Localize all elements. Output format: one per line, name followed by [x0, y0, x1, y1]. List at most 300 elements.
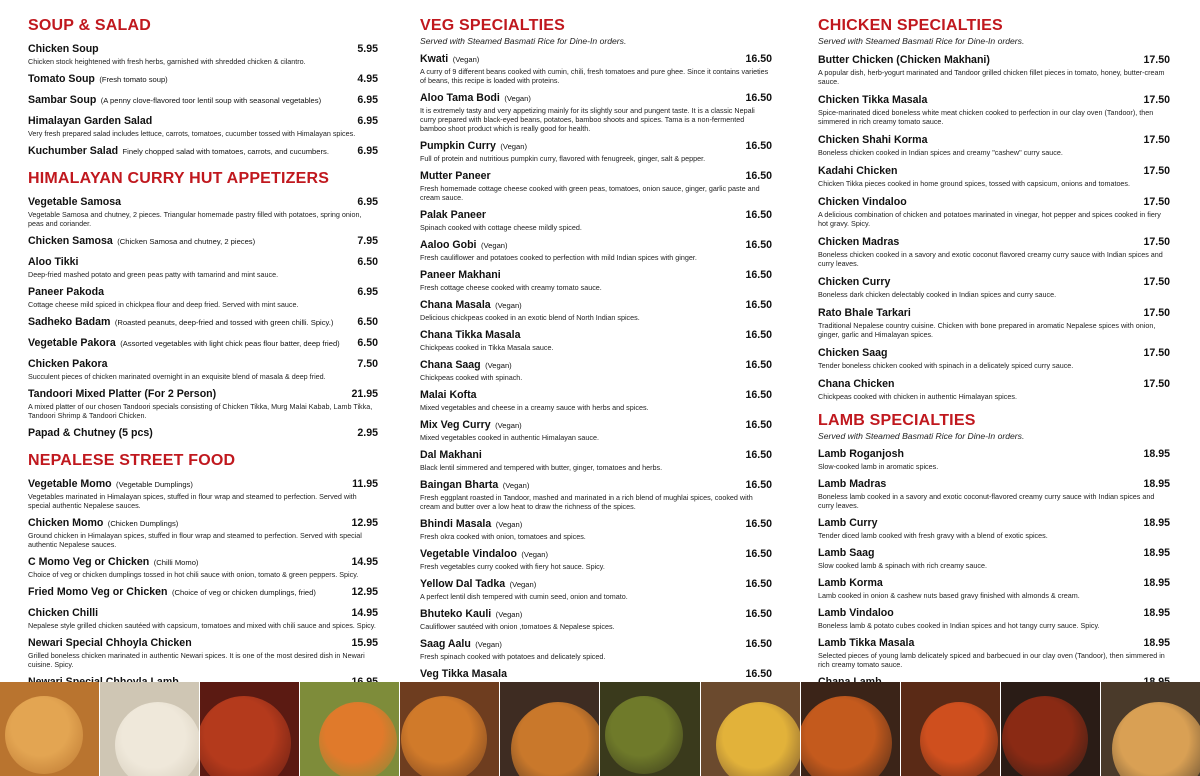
menu-item-name: Yellow Dal Tadka [420, 578, 506, 590]
menu-item-row [818, 303, 1170, 321]
menu-item-name: Aaloo Gobi [420, 239, 477, 251]
menu-item-price: 16.50 [745, 668, 772, 680]
menu-item-note: (Choice of veg or chicken dumplings, fried) [171, 588, 316, 597]
menu-item-name: Lamb Korma [818, 577, 883, 589]
menu-item-price: 16.50 [745, 299, 772, 311]
menu-item-heading [28, 111, 152, 129]
menu-item-price: 16.50 [745, 449, 772, 461]
menu-item-description: Fresh okra cooked with onion, tomatoes and spices. [420, 532, 586, 541]
menu-item [28, 333, 378, 351]
menu-item-name: Palak Paneer [420, 209, 486, 221]
menu-item-name: Chicken Vindaloo [818, 196, 907, 208]
menu-item-price: 17.50 [1143, 307, 1170, 319]
menu-item-name: Tandoori Mixed Platter (For 2 Person) [28, 388, 217, 400]
menu-item-row [28, 90, 378, 108]
menu-item-description: Boneless lamb cooked in a savory and exotic coconut-flavored creamy curry sauce with Indian spices and curry leaves. [818, 492, 1155, 510]
menu-item-price: 16.50 [745, 209, 772, 221]
menu-item [28, 384, 378, 420]
menu-item-price: 16.50 [745, 518, 772, 530]
menu-item [28, 141, 378, 159]
menu-item-row [420, 88, 772, 106]
menu-item-row [28, 354, 378, 372]
menu-item-name: Chicken Chilli [28, 607, 99, 619]
menu-item-row [818, 444, 1170, 462]
menu-item-row [420, 574, 772, 592]
menu-item-row [420, 166, 772, 184]
menu-item [28, 312, 378, 330]
menu-item-price: 16.50 [745, 140, 772, 152]
menu-item-heading [420, 136, 527, 154]
dish-plate [1002, 696, 1088, 776]
menu-item [28, 69, 378, 87]
menu-item-heading [28, 354, 108, 372]
menu-item [28, 231, 378, 249]
menu-item-heading [818, 573, 883, 591]
menu-item-note: (Vegan) [495, 421, 522, 430]
menu-item-price: 7.50 [357, 358, 378, 370]
menu-item-note: (Vegan) [521, 550, 549, 559]
menu-item-price: 17.50 [1143, 134, 1170, 146]
menu-item-price: 16.50 [745, 638, 772, 650]
menu-item-price: 6.50 [357, 316, 378, 328]
menu-item-name: Vegetable Samosa [28, 196, 122, 208]
menu-item-price: 18.95 [1143, 607, 1170, 619]
dish-plate [401, 696, 487, 776]
menu-item [28, 474, 378, 510]
menu-item-price: 16.50 [745, 53, 772, 65]
menu-item-description: Cauliflower sautéed with onion ,tomatoes & Nepalese spices. [420, 622, 615, 631]
menu-item-heading [420, 325, 521, 343]
menu-item-name: Aloo Tikki [28, 256, 79, 268]
menu-item-row [420, 136, 772, 154]
menu-item [28, 633, 378, 669]
menu-item-name: C Momo Veg or Chicken [28, 556, 150, 568]
menu-item-description: Deep-fried mashed potato and green peas patty with tamarind and mint sauce. [28, 270, 279, 279]
menu-item-row [420, 544, 772, 562]
section-title: SOUP & SALAD [28, 17, 152, 34]
menu-item-price: 12.95 [351, 517, 378, 529]
menu-item-heading [28, 633, 192, 651]
menu-item-description: Spice-marinated diced boneless white meat chicken cooked to perfection in our clay oven (Tandoor), then simmered in rich creamy tomato sauce. [818, 108, 1154, 126]
menu-item-name: Chicken Soup [28, 43, 99, 55]
menu-item-heading [420, 475, 529, 493]
menu-item-heading [420, 514, 522, 532]
menu-item-row [818, 603, 1170, 621]
menu-item-description: Traditional Nepalese country cuisine. Chicken with bone prepared in aromatic Nepalese spices with onion, ginger, garlic and Himalayan spices. [818, 321, 1156, 339]
menu-item-description: Fresh homemade cottage cheese cooked with green peas, tomatoes, onion sauce, ginger, garlic paste and cream sauce. [420, 184, 760, 202]
menu-item-description: A popular dish, herb-yogurt marinated and Tandoor grilled chicken fillet pieces in tomato, honey, butter-cream sauce. [818, 68, 1165, 86]
menu-item-name: Lamb Curry [818, 517, 878, 529]
menu-item-heading [818, 543, 875, 561]
menu-item-heading [818, 130, 928, 148]
item-list [420, 49, 772, 721]
menu-item-price: 16.50 [745, 608, 772, 620]
menu-item-price: 17.50 [1143, 94, 1170, 106]
menu-item-price: 6.95 [357, 115, 378, 127]
menu-item-note: (Vegan) [502, 481, 530, 490]
menu-item-row [420, 355, 772, 373]
menu-item-heading [28, 603, 98, 621]
menu-item [420, 385, 772, 412]
menu-item [28, 552, 378, 579]
menu-item [818, 513, 1170, 540]
menu-item-row [28, 552, 378, 570]
menu-item-name: Vegetable Pakora [28, 337, 116, 349]
menu-item-name: Lamb Roganjosh [818, 448, 904, 460]
menu-item [28, 603, 378, 630]
menu-item-price: 6.95 [357, 196, 378, 208]
menu-item-row [28, 513, 378, 531]
menu-item-description: Full of protein and nutritious pumpkin curry, flavored with fenugreek, ginger, salt & pepper. [420, 154, 706, 163]
menu-item-description: A mixed platter of our chosen Tandoori specials consisting of Chicken Tikka, Murg Malai Kabab, Lamb Tikka, Tandoori Shrimp & Tandoori Chicken. [28, 402, 373, 420]
menu-column-1 [28, 16, 378, 720]
menu-item-name: Baingan Bharta [420, 479, 499, 491]
dish-plate [800, 696, 892, 776]
menu-item [420, 544, 772, 571]
menu-item-row [420, 325, 772, 343]
menu-item-description: A curry of 9 different beans cooked with cumin, chili, fresh tomatoes and pure ghee. Since it contains varieties of beans, this recipe is loaded with proteins. [420, 67, 769, 85]
food-photo-samosa [0, 682, 99, 776]
menu-item-name: Newari Special Chhoyla Chicken [28, 637, 192, 649]
menu-item-row [28, 582, 378, 600]
menu-item-price: 16.50 [745, 389, 772, 401]
menu-item-heading [818, 343, 887, 361]
menu-item-name: Vegetable Momo [28, 478, 112, 490]
menu-item-description: A delicious combination of chicken and potatoes marinated in vinegar, hot pepper and spices cooked in fiery hot gravy. Spicy. [818, 210, 1161, 228]
food-photo-salad [299, 682, 399, 776]
dish-plate [1112, 702, 1200, 776]
menu-item-heading [420, 604, 522, 622]
menu-item [420, 415, 772, 442]
menu-item [28, 282, 378, 309]
section-street-food [28, 451, 378, 720]
menu-item-name: Chicken Momo [28, 517, 104, 529]
menu-item [420, 265, 772, 292]
menu-item-row [28, 633, 378, 651]
item-list [28, 192, 378, 441]
menu-item-name: Lamb Madras [818, 478, 887, 490]
menu-item-description: Very fresh prepared salad includes lettuce, carrots, tomatoes, cucumber tossed with Himalayan spices. [28, 129, 356, 138]
menu-item-row [818, 161, 1170, 179]
menu-item-row [420, 604, 772, 622]
menu-item-row [28, 111, 378, 129]
menu-item-heading [28, 513, 178, 531]
menu-item-description: Chicken Tikka pieces cooked in home ground spices, tossed with capsicum, onions and tomatoes. [818, 179, 1131, 188]
dish-plate [511, 702, 599, 776]
menu-item-name: Chicken Saag [818, 347, 888, 359]
menu-item-row [818, 232, 1170, 250]
menu-item-heading [28, 312, 333, 330]
dish-plate [319, 702, 397, 776]
menu-item-heading [28, 423, 153, 441]
menu-item [818, 543, 1170, 570]
menu-item-heading [28, 69, 168, 87]
menu-item-row [420, 265, 772, 283]
food-photo-strip [0, 682, 1200, 776]
menu-item-heading [818, 50, 990, 68]
menu-item-row [420, 514, 772, 532]
menu-item-price: 6.95 [357, 145, 378, 157]
menu-item-row [818, 272, 1170, 290]
menu-item-name: Chicken Curry [818, 276, 891, 288]
menu-item-price: 16.50 [745, 578, 772, 590]
menu-item-price: 17.50 [1143, 196, 1170, 208]
menu-item-price: 11.95 [352, 478, 378, 490]
menu-item-note: (Vegan) [504, 94, 531, 103]
menu-item [420, 574, 772, 601]
menu-item-name: Papad & Chutney (5 pcs) [28, 427, 153, 439]
food-photo-lamb-curry [1000, 682, 1100, 776]
menu-item-heading [818, 444, 904, 462]
menu-item-description: Slow-cooked lamb in aromatic spices. [818, 462, 939, 471]
menu-item [420, 295, 772, 322]
menu-item [28, 252, 378, 279]
menu-item-description: Nepalese style grilled chicken sautéed with capsicum, tomatoes and mixed with chili sauce and spices. Spicy. [28, 621, 376, 630]
menu-item-heading [818, 90, 927, 108]
menu-item-heading [28, 384, 216, 402]
menu-item-heading [420, 415, 522, 433]
menu-item-note: (Vegan) [500, 142, 527, 151]
menu-item-heading [420, 265, 501, 283]
menu-item-note: (Vegan) [480, 241, 508, 250]
menu-item [818, 161, 1170, 188]
menu-item-price: 18.95 [1143, 478, 1170, 490]
menu-item-row [818, 374, 1170, 392]
menu-item-price: 18.95 [1143, 547, 1170, 559]
menu-item-note: Finely chopped salad with tomatoes, carrots, and cucumbers. [122, 147, 329, 156]
menu-item-name: Mutter Paneer [420, 170, 491, 182]
menu-item-row [818, 90, 1170, 108]
menu-item-name: Chicken Pakora [28, 358, 108, 370]
menu-item-description: Chickpeas cooked in Tikka Masala sauce. [420, 343, 554, 352]
menu-item-price: 6.50 [357, 337, 378, 349]
menu-item-name: Sadheko Badam [28, 316, 111, 328]
menu-item-heading [28, 333, 340, 351]
menu-item-name: Lamb Tikka Masala [818, 637, 915, 649]
menu-item-row [28, 282, 378, 300]
menu-item-heading [420, 205, 486, 223]
section-chicken [818, 16, 1170, 401]
menu-item-row [420, 664, 772, 682]
menu-item-row [420, 235, 772, 253]
menu-item-description: It is extremely tasty and very appetizing mainly for its slightly sour and pungent taste. It is a classic Nepali curry prepared with black-eyed beans, potatoes, bamboo shoots and spices. Tama is a non-fermented bamboo shoot product which is really good for health. [420, 106, 755, 133]
menu-item [420, 445, 772, 472]
menu-item-name: Chana Masala [420, 299, 491, 311]
menu-item-row [28, 312, 378, 330]
menu-item-heading [28, 39, 99, 57]
menu-item-price: 18.95 [1143, 448, 1170, 460]
menu-item-description: Selected pieces of young lamb delicately spiced and barbecued in our clay oven (Tandoor), then simmered in rich creamy tomato sauce. [818, 651, 1165, 669]
menu-item-price: 6.95 [357, 94, 378, 106]
menu-item-price: 16.50 [745, 359, 772, 371]
menu-item [28, 582, 378, 600]
menu-item-row [818, 474, 1170, 492]
menu-item-heading [818, 374, 895, 392]
menu-item-note: (Chicken Dumplings) [107, 519, 179, 528]
menu-item-note: (Assorted vegetables with light chick peas flour batter, deep fried) [120, 339, 340, 348]
menu-item-heading [420, 295, 522, 313]
menu-item-row [420, 295, 772, 313]
menu-item-name: Kwati [420, 53, 449, 65]
dish-plate [5, 696, 83, 774]
menu-item-description: A perfect lentil dish tempered with cumin seed, onion and tomato. [420, 592, 628, 601]
food-photo-chicken-curry [800, 682, 900, 776]
menu-item-heading [28, 90, 321, 108]
food-photo-palak-paneer [599, 682, 699, 776]
menu-item-price: 2.95 [357, 427, 378, 439]
menu-item [818, 573, 1170, 600]
menu-item-row [818, 633, 1170, 651]
menu-item-name: Malai Kofta [420, 389, 477, 401]
menu-item-name: Sambar Soup [28, 94, 97, 106]
menu-item-heading [28, 474, 193, 492]
menu-item [420, 325, 772, 352]
menu-item-description: Chickpeas cooked with chicken in authentic Himalayan spices. [818, 392, 1017, 401]
menu-item [420, 166, 772, 202]
menu-item-description: Tender diced lamb cooked with fresh gravy with a blend of exotic spices. [818, 531, 1048, 540]
menu-item-row [28, 69, 378, 87]
item-list [28, 39, 378, 159]
menu-item [818, 303, 1170, 339]
menu-item-note: (Roasted peanuts, deep-fried and tossed with green chilli. Spicy.) [114, 318, 334, 327]
food-photo-dal [499, 682, 599, 776]
menu-item-name: Saag Aalu [420, 638, 471, 650]
menu-item [818, 50, 1170, 86]
menu-item-row [420, 445, 772, 463]
menu-item [28, 39, 378, 66]
menu-item-name: Tomato Soup [28, 73, 95, 85]
menu-item-note: (Vegan) [495, 520, 523, 529]
menu-item-heading [818, 513, 877, 531]
food-photo-tikka-masala [900, 682, 1000, 776]
menu-item-note: (Vegan) [495, 610, 523, 619]
menu-item-heading [28, 582, 316, 600]
menu-item-name: Pumpkin Curry [420, 140, 496, 152]
menu-item-price: 6.95 [357, 286, 378, 298]
menu-item [28, 423, 378, 441]
menu-item-row [28, 39, 378, 57]
menu-item-note: (Vegan) [452, 55, 480, 64]
menu-item-row [28, 252, 378, 270]
menu-item-row [420, 475, 772, 493]
menu-item [818, 444, 1170, 471]
dish-plate [920, 702, 998, 776]
menu-item [818, 232, 1170, 268]
menu-item-row [28, 141, 378, 159]
menu-item-note: (Vegan) [495, 301, 522, 310]
menu-item-name: Fried Momo Veg or Chicken [28, 586, 168, 598]
menu-item-description: Cottage cheese mild spiced in chickpea flour and deep fried. Served with mint sauce. [28, 300, 299, 309]
menu-item-description: Spinach cooked with cottage cheese mildly spiced. [420, 223, 582, 232]
menu-item-description: Fresh spinach cooked with potatoes and delicately spiced. [420, 652, 606, 661]
dish-plate [716, 702, 800, 776]
menu-item [818, 603, 1170, 630]
section-title: VEG SPECIALTIES [420, 17, 565, 34]
menu-item-price: 16.50 [745, 92, 772, 104]
menu-item-price: 16.50 [745, 479, 772, 491]
menu-item-heading [420, 574, 536, 592]
menu-item-price: 6.50 [357, 256, 378, 268]
menu-item [28, 513, 378, 549]
menu-item-heading [420, 634, 502, 652]
section-soup-salad [28, 16, 378, 159]
menu-item-description: Tender boneless chicken cooked with spinach in a delicately spiced curry sauce. [818, 361, 1074, 370]
menu-item-heading [420, 445, 482, 463]
menu-item-heading [818, 232, 899, 250]
menu-item-description: Boneless chicken cooked in Indian spices and creamy "cashew" curry sauce. [818, 148, 1063, 157]
menu-item-row [28, 474, 378, 492]
menu-item-price: 17.50 [1143, 54, 1170, 66]
menu-item-row [28, 192, 378, 210]
menu-item-description: Lamb cooked in onion & cashew nuts based gravy finished with almonds & cream. [818, 591, 1080, 600]
menu-item [818, 192, 1170, 228]
menu-item-heading [28, 192, 121, 210]
menu-item-row [28, 333, 378, 351]
food-photo-chilli-momo [199, 682, 299, 776]
menu-item-price: 16.50 [745, 548, 772, 560]
menu-item-heading [818, 603, 894, 621]
menu-item-price: 4.95 [357, 73, 378, 85]
menu-item-heading [28, 252, 78, 270]
menu-item [28, 192, 378, 228]
dish-plate [115, 702, 199, 776]
menu-item-price: 18.95 [1143, 637, 1170, 649]
menu-item-description: Black lentil simmered and tempered with butter, ginger, tomatoes and herbs. [420, 463, 663, 472]
menu-item-price: 18.95 [1143, 577, 1170, 589]
menu-item-heading [818, 192, 907, 210]
menu-item-price: 18.95 [1143, 517, 1170, 529]
menu-item-heading [818, 474, 886, 492]
menu-item-description: Fresh cottage cheese cooked with creamy tomato sauce. [420, 283, 602, 292]
section-subtitle: Served with Steamed Basmati Rice for Dine-In orders. [818, 431, 1025, 441]
menu-item-heading [28, 282, 104, 300]
menu-item-note: (A penny clove-flavored toor lentil soup with seasonal vegetables) [100, 96, 322, 105]
menu-item-heading [420, 385, 477, 403]
menu-item-name: Bhuteko Kauli [420, 608, 492, 620]
menu-item-name: Lamb Vindaloo [818, 607, 894, 619]
menu-item-heading [28, 552, 198, 570]
menu-item-name: Vegetable Vindaloo [420, 548, 517, 560]
menu-item-row [818, 192, 1170, 210]
menu-item-description: Vegetable Samosa and chutney, 2 pieces. Triangular homemade pastry filled with potatoes, spring onion, peas and coriander. [28, 210, 362, 228]
menu-item [420, 634, 772, 661]
menu-item-price: 17.50 [1143, 236, 1170, 248]
menu-item-price: 16.50 [745, 170, 772, 182]
menu-item-name: Chana Saag [420, 359, 481, 371]
menu-item-price: 12.95 [351, 586, 378, 598]
menu-item-description: Fresh eggplant roasted in Tandoor, mashed and marinated in a rich blend of mughlai spices, cooked with cream and butter over a low heat to draw the richness of the spices. [420, 493, 753, 511]
section-title: LAMB SPECIALTIES [818, 412, 976, 429]
menu-item-description: Boneless lamb & potato cubes cooked in Indian spices and hot tangy curry sauce. Spicy. [818, 621, 1100, 630]
menu-item-name: Kadahi Chicken [818, 165, 898, 177]
menu-item [818, 474, 1170, 510]
menu-item [818, 343, 1170, 370]
menu-item-description: Chicken stock heightened with fresh herbs, garnished with shredded chicken & cilantro. [28, 57, 306, 66]
menu-item-name: Chicken Tikka Masala [818, 94, 928, 106]
menu-item [818, 272, 1170, 299]
dish-plate [605, 696, 683, 774]
menu-item-heading [28, 231, 255, 249]
menu-item-price: 17.50 [1143, 165, 1170, 177]
menu-item-price: 17.50 [1143, 378, 1170, 390]
menu-item-price: 16.50 [745, 239, 772, 251]
menu-item-name: Bhindi Masala [420, 518, 492, 530]
food-photo-korma [1100, 682, 1200, 776]
menu-item-description: Slow cooked lamb & spinach with rich creamy sauce. [818, 561, 987, 570]
menu-item-price: 21.95 [351, 388, 378, 400]
menu-item-name: Chicken Shahi Korma [818, 134, 928, 146]
menu-item-row [818, 543, 1170, 561]
